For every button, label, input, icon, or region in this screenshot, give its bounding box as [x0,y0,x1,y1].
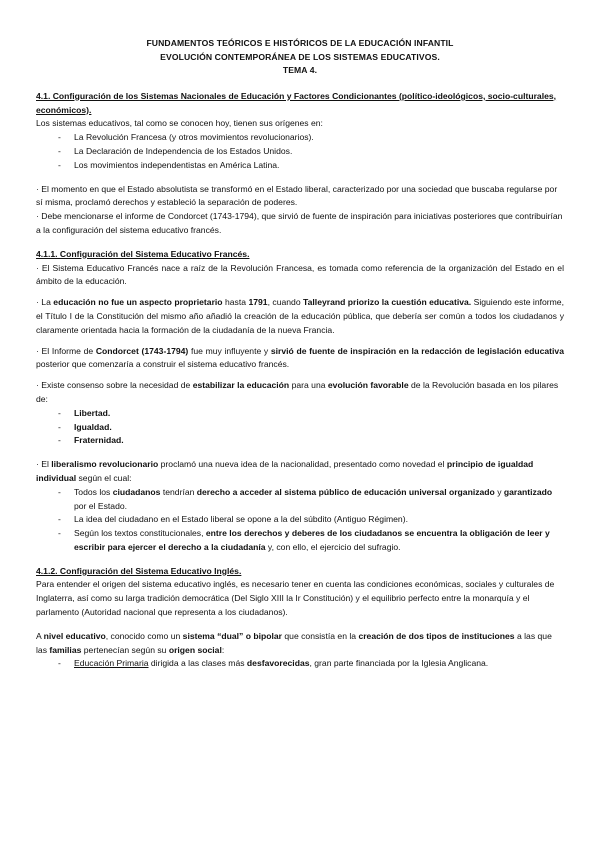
paragraph: · El liberalismo revolucionario proclamó una nueva idea de la nacionalidad, presentado como novedad el principio de igualdad individual según el cual: [36,459,534,483]
list-item: - Fraternidad. [36,434,564,448]
institutions-list [36,657,564,671]
section-4-1-intro: Los sistemas educativos, tal como se conocen hoy, tienen sus orígenes en: [36,118,323,129]
pillars-list [36,407,564,448]
list-item: - La idea del ciudadano en el Estado liberal se opone a la del súbdito (Antiguo Régimen). [36,513,564,527]
paragraph: · El Informe de Condorcet (1743-1794) fue muy influyente y sirvió de fuente de inspiración en la redacción de legislación educativa posterior que comenzaría a construir el sistema educativo francés. [36,345,564,370]
paragraph: · El momento en que el Estado absolutista se transformó en el Estado liberal, caracterizado por una sociedad que buscaba regularse por sí misma, proclamó derechos y estableció la separación de poderes. [36,183,558,208]
paragraph: · La educación no fue un aspecto proprietario hasta 1791, cuando Talleyrand priorizo la cuestión educativa. Siguiendo este informe, el Título I de la Constitución del mismo año añadió la creación de la educación pública, que debería ser común a todos los ciudadanos y claramente orientada hacia la formación de la ciudadanía de la nueva Francia. [36,297,564,335]
document-title [36,37,564,78]
list-item: - Educación Primaria dirigida a las clases más desfavorecidas, gran parte financiada por la Iglesia Anglicana. [36,657,564,671]
section-4-1-1-heading: 4.1.1. Configuración del Sistema Educativo Francés. [36,248,250,259]
list-item: - Igualdad. [36,421,564,435]
title-line-2: EVOLUCIÓN CONTEMPORÁNEA DE LOS SISTEMAS EDUCATIVOS. [160,51,440,62]
title-line-3: TEMA 4. [282,65,318,76]
paragraph: · Existe consenso sobre la necesidad de estabilizar la educación para una evolución favorable de la Revolución basada en los pilares de: [36,380,559,404]
list-item: - La Revolución Francesa (y otros movimientos revolucionarios). [36,131,564,145]
section-4-1-2-heading: 4.1.2. Configuración del Sistema Educativo Inglés. [36,565,242,576]
title-line-1: FUNDAMENTOS TEÓRICOS E HISTÓRICOS DE LA EDUCACIÓN INFANTIL [146,38,454,48]
paragraph: Para entender el origen del sistema educativo inglés, es necesario tener en cuenta las condiciones económicas, sociales y culturales de Inglaterra, así como su larga tradición democrática (Del Siglo XIII la Ir Constitución) y el equilibrio perfecto entre la monarquía y el parlamento (Autoridad nacional que representa a los ciudadanos). [36,579,555,618]
paragraph: · Debe mencionarse el informe de Condorcet (1743-1794), que sirvió de fuente de inspiración para iniciativas posteriores que contribuirían a la configuración del sistema educativo francés. [36,211,563,235]
list-item: - Los movimientos independentistas en América Latina. [36,159,564,173]
paragraph: A nivel educativo, conocido como un sistema “dual” o bipolar que consistía en la creación de dos tipos de instituciones a las que las familias pertenecían según su origen social: [36,630,552,655]
list-item: - La Declaración de Independencia de los Estados Unidos. [36,145,564,159]
origins-list [36,131,564,172]
rights-list [36,486,564,555]
list-item: - Según los textos constitucionales, entre los derechos y deberes de los ciudadanos se encuentra la obligación de leer y escribir para ejercer el derecho a la ciudadanía y, con ello, el ejercicio del sufragio. [36,527,564,555]
list-item: - Todos los ciudadanos tendrían derecho a acceder al sistema público de educación universal organizado y garantizado por el Estado. [36,486,564,514]
list-item: - Libertad. [36,407,564,421]
paragraph: · El Sistema Educativo Francés nace a raíz de la Revolución Francesa, es tomada como referencia de la organización del Estado en el ámbito de la educación. [36,262,564,287]
section-4-1-heading: 4.1. Configuración de los Sistemas Nacionales de Educación y Factores Condicionantes (político-ideológicos, socio-culturales, económicos). [36,90,557,115]
